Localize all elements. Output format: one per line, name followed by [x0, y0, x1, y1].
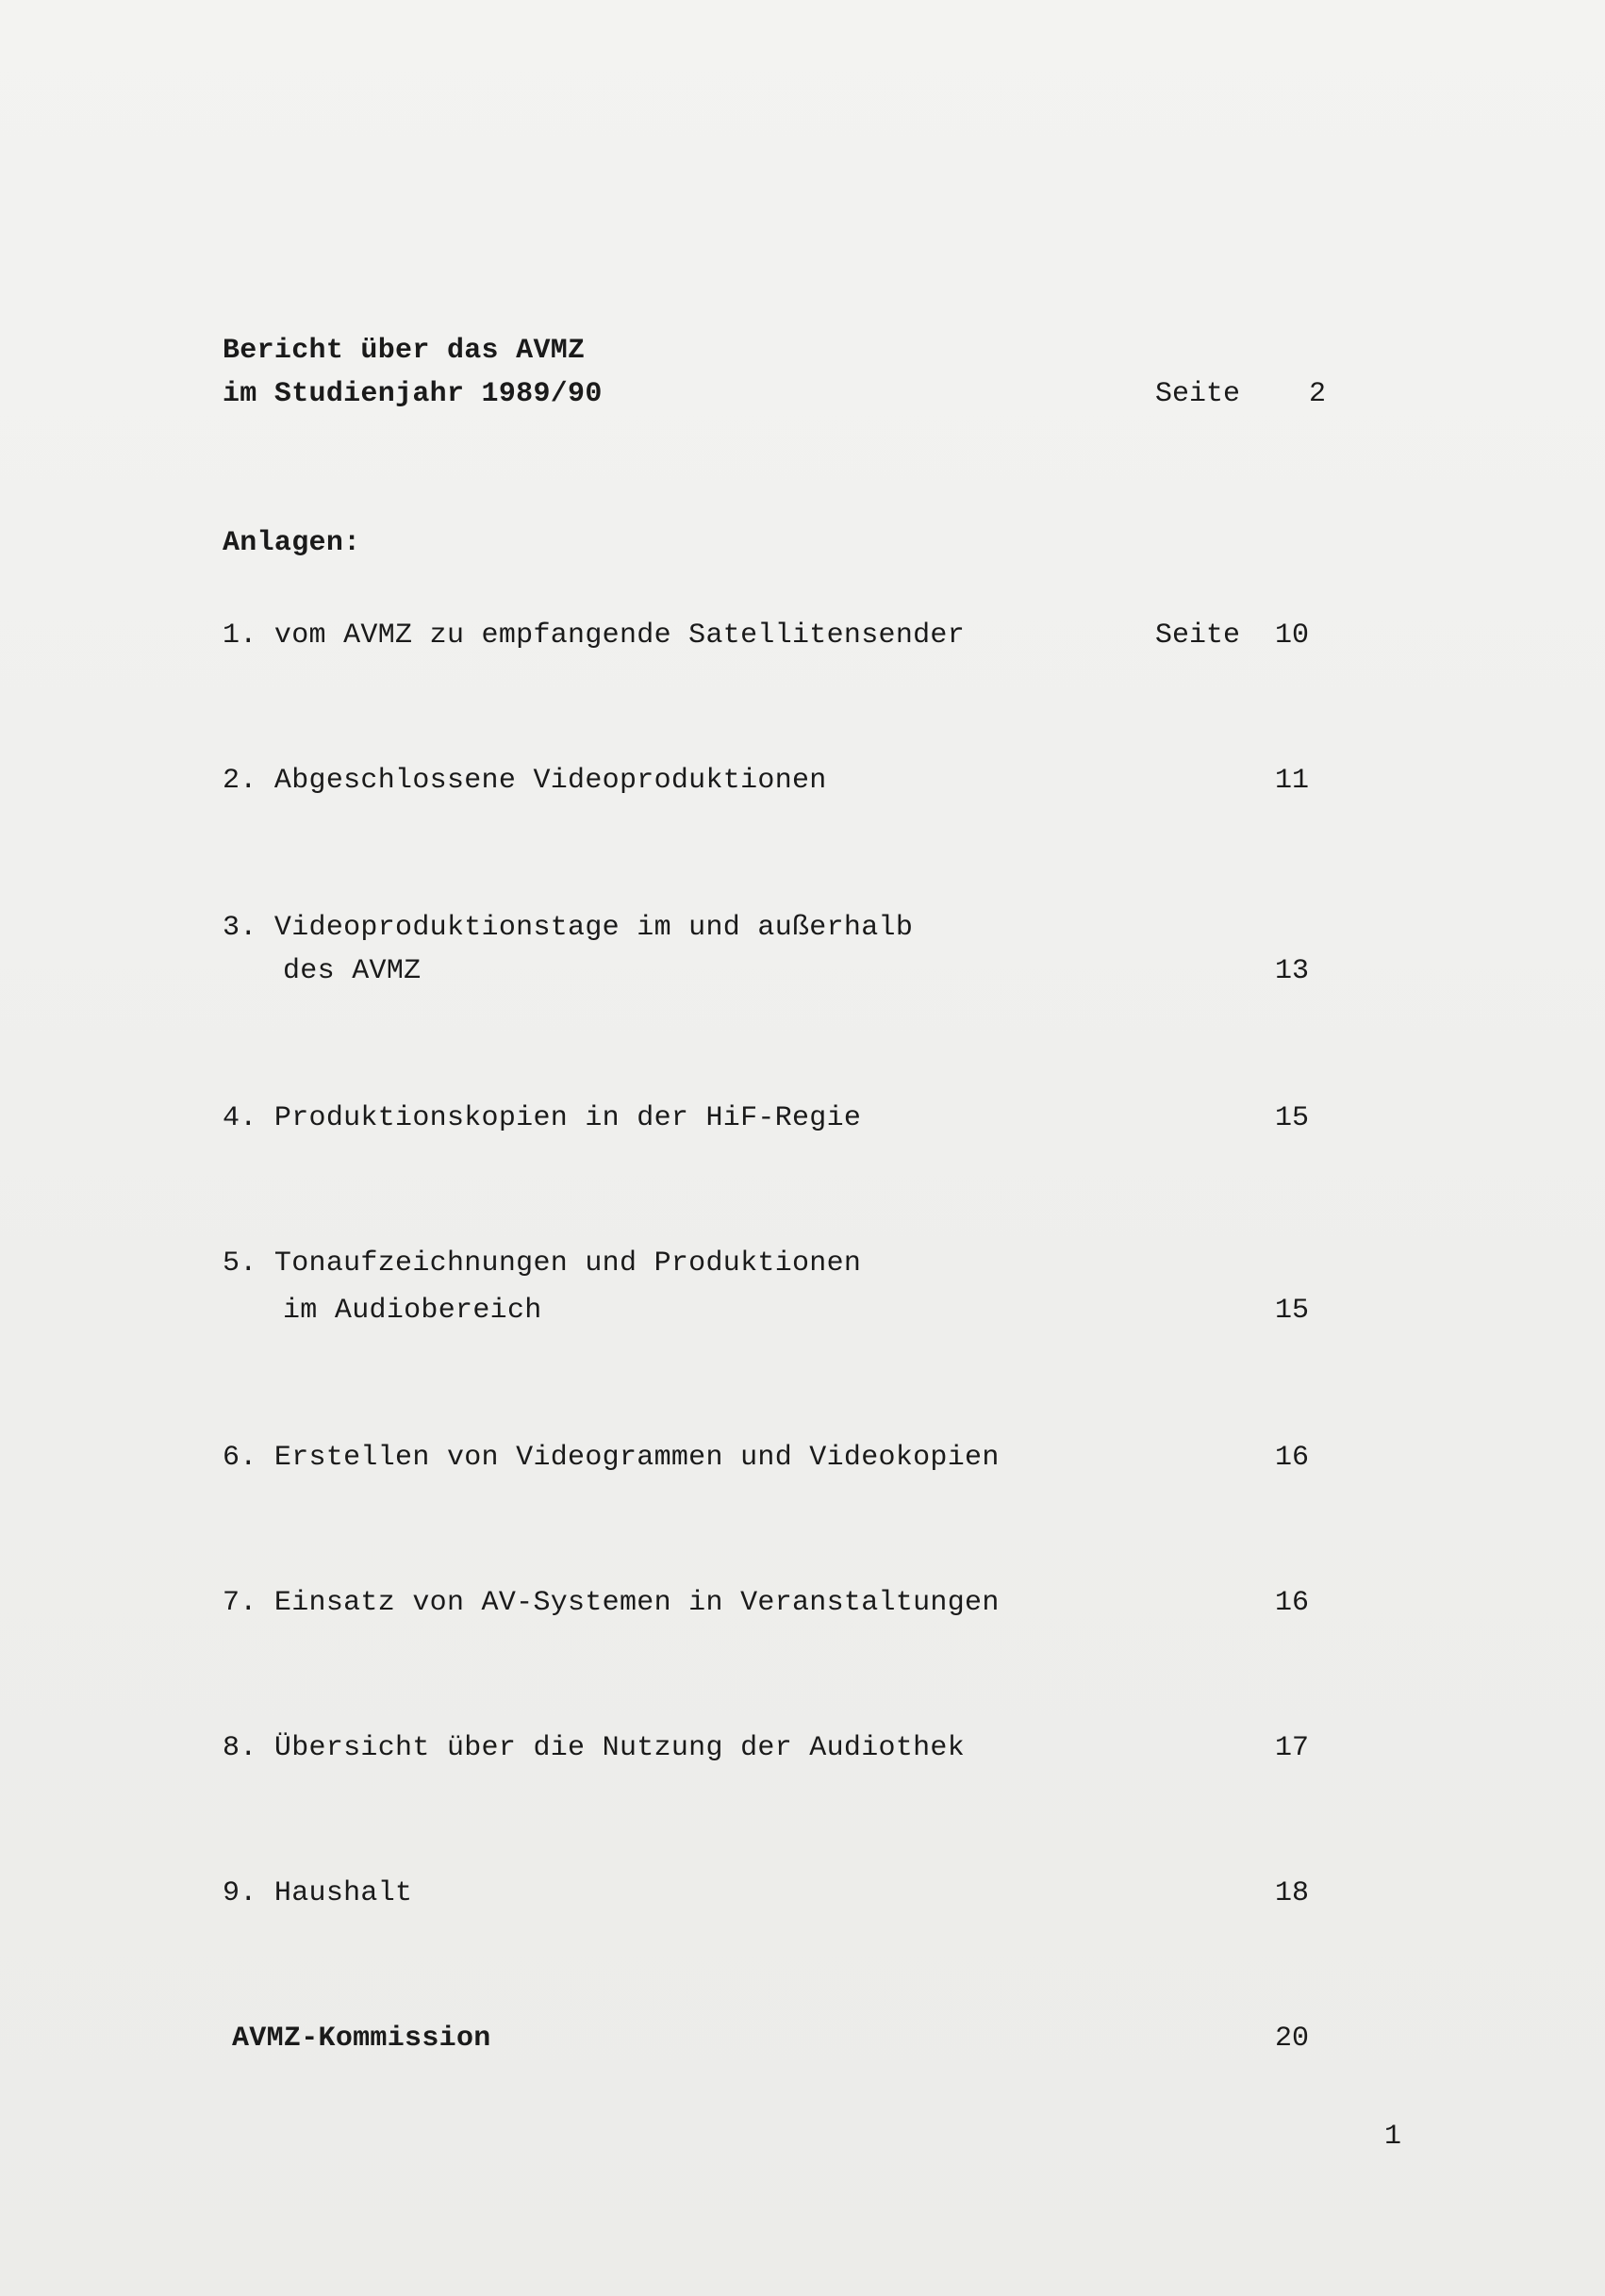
appendix-item-3-page: 13 [1275, 955, 1310, 987]
appendix-item-1: 1. vom AVMZ zu empfangende Satellitensender [223, 619, 966, 652]
appendix-item-2: 2. Abgeschlossene Videoproduktionen [223, 765, 827, 797]
page-number: 1 [1384, 2121, 1402, 2153]
appendix-item-4-page: 15 [1275, 1102, 1310, 1134]
appendix-item-6-page: 16 [1275, 1442, 1310, 1474]
appendix-item-3: 3. Videoproduktionstage im und außerhalb [223, 912, 914, 944]
appendix-item-9-page: 18 [1275, 1877, 1310, 1909]
commission-entry: AVMZ-Kommission [232, 2023, 491, 2055]
appendix-item-6: 6. Erstellen von Videogrammen und Videokopien [223, 1442, 1000, 1474]
appendix-item-5-page: 15 [1275, 1295, 1310, 1327]
appendix-item-5-cont: im Audiobereich [283, 1295, 542, 1327]
appendix-item-4: 4. Produktionskopien in der HiF-Regie [223, 1102, 862, 1134]
report-title-line1: Bericht über das AVMZ [223, 335, 586, 367]
appendix-item-8: 8. Übersicht über die Nutzung der Audiothek [223, 1732, 966, 1764]
appendix-item-7-page: 16 [1275, 1587, 1310, 1619]
appendix-heading: Anlagen: [223, 527, 361, 559]
report-title-line2: im Studienjahr 1989/90 [223, 378, 603, 410]
appendix-item-9: 9. Haushalt [223, 1877, 413, 1909]
appendix-item-7: 7. Einsatz von AV-Systemen in Veranstaltungen [223, 1587, 1000, 1619]
header-page-label: Seite [1155, 378, 1241, 410]
appendix-item-3-cont: des AVMZ [283, 955, 422, 987]
appendix-item-1-page-label: Seite [1155, 619, 1241, 652]
appendix-item-2-page: 11 [1275, 765, 1310, 797]
appendix-item-5: 5. Tonaufzeichnungen und Produktionen [223, 1247, 862, 1280]
appendix-item-8-page: 17 [1275, 1732, 1310, 1764]
appendix-item-1-page: 10 [1275, 619, 1310, 652]
commission-page: 20 [1275, 2023, 1310, 2055]
header-page-number: 2 [1309, 378, 1327, 410]
